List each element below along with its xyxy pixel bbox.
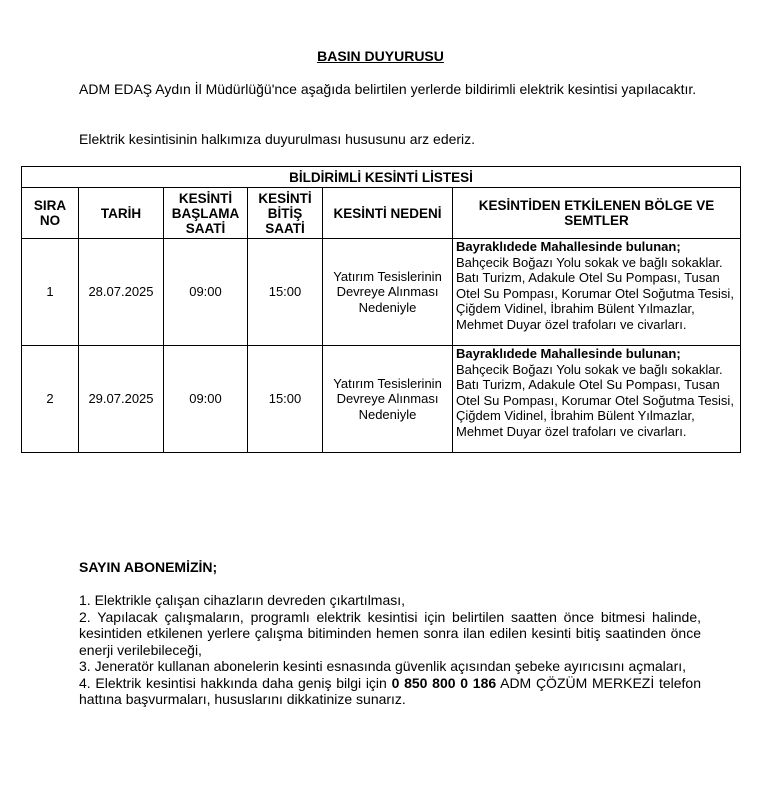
cell-end: 15:00 — [248, 239, 323, 346]
table-row — [22, 346, 741, 453]
region-detail: Bahçecik Boğazı Yolu sokak ve bağlı sokaklar. Batı Turizm, Adakule Otel Su Pompası, Tusan Otel Su Pompası, Korumar Otel Soğutma Tesisi, Çiğdem Vidinel, İbrahim Bülent Yılmazlar, Mehmet Duyar özel trafoları ve civarları. — [456, 361, 734, 439]
cell-reason: Yatırım Tesislerinin Devreye Alınması Nedeniyle — [323, 346, 453, 453]
cell-date: 29.07.2025 — [79, 346, 164, 453]
header-start: KESİNTİ BAŞLAMA SAATİ — [164, 188, 248, 239]
intro-paragraph: ADM EDAŞ Aydın İl Müdürlüğü'nce aşağıda belirtilen yerlerde bildirimli elektrik kesintisi yapılacaktır. — [79, 81, 697, 97]
header-region: KESİNTİDEN ETKİLENEN BÖLGE VE SEMTLER — [453, 188, 741, 239]
cell-end: 15:00 — [248, 346, 323, 453]
header-date: TARİH — [79, 188, 164, 239]
cell-no: 1 — [22, 239, 79, 346]
subscribers-heading: SAYIN ABONEMİZİN; — [79, 559, 218, 575]
region-lead: Bayraklıdede Mahallesinde bulunan; — [456, 346, 681, 361]
region-lead: Bayraklıdede Mahallesinde bulunan; — [456, 239, 681, 254]
header-no: SIRA NO — [22, 188, 79, 239]
notice-paragraph: Elektrik kesintisinin halkımıza duyurulması hususunu arz ederiz. — [79, 131, 476, 147]
outage-table — [21, 166, 741, 453]
note-item: 1. Elektrikle çalışan cihazların devreden çıkartılması, — [79, 592, 406, 608]
cell-reason: Yatırım Tesislerinin Devreye Alınması Nedeniyle — [323, 239, 453, 346]
header-end: KESİNTİ BİTİŞ SAATİ — [248, 188, 323, 239]
cell-date: 28.07.2025 — [79, 239, 164, 346]
document-title: BASIN DUYURUSU — [317, 48, 444, 64]
table-caption: BİLDİRİMLİ KESİNTİ LİSTESİ — [22, 167, 741, 188]
note-text: 4. Elektrik kesintisi hakkında daha geniş bilgi için — [79, 674, 392, 691]
cell-region — [453, 239, 741, 346]
table-header-row — [22, 188, 741, 239]
subscriber-notes — [79, 592, 701, 708]
header-reason: KESİNTİ NEDENİ — [323, 188, 453, 239]
note-text: ADM ÇÖZÜM MERKEZİ telefon hattına başvurmaları, hususlarını dikkatinize sunarız. — [79, 674, 701, 707]
table-row — [22, 239, 741, 346]
cell-start: 09:00 — [164, 239, 248, 346]
note-item: 3. Jeneratör kullanan abonelerin kesinti esnasında güvenlik açısından şebeke ayırıcısını açmaları, — [79, 658, 687, 674]
support-phone-number: 0 850 800 0 186 — [391, 674, 497, 691]
note-item — [79, 675, 701, 708]
region-detail: Bahçecik Boğazı Yolu sokak ve bağlı sokaklar. Batı Turizm, Adakule Otel Su Pompası, Tusan Otel Su Pompası, Korumar Otel Soğutma Tesisi, Çiğdem Vidinel, İbrahim Bülent Yılmazlar, Mehmet Duyar özel trafoları ve civarları. — [456, 254, 734, 332]
cell-no: 2 — [22, 346, 79, 453]
cell-region — [453, 346, 741, 453]
note-item: 2. Yapılacak çalışmaların, programlı elektrik kesintisi için belirtilen saatten önce bitmesi halinde, kesintiden etkilenen yerlere çalışma bitiminden hemen sonra ilan edilen kesinti bitiş saatinden önce enerji verilebileceği, — [79, 608, 701, 658]
cell-start: 09:00 — [164, 346, 248, 453]
